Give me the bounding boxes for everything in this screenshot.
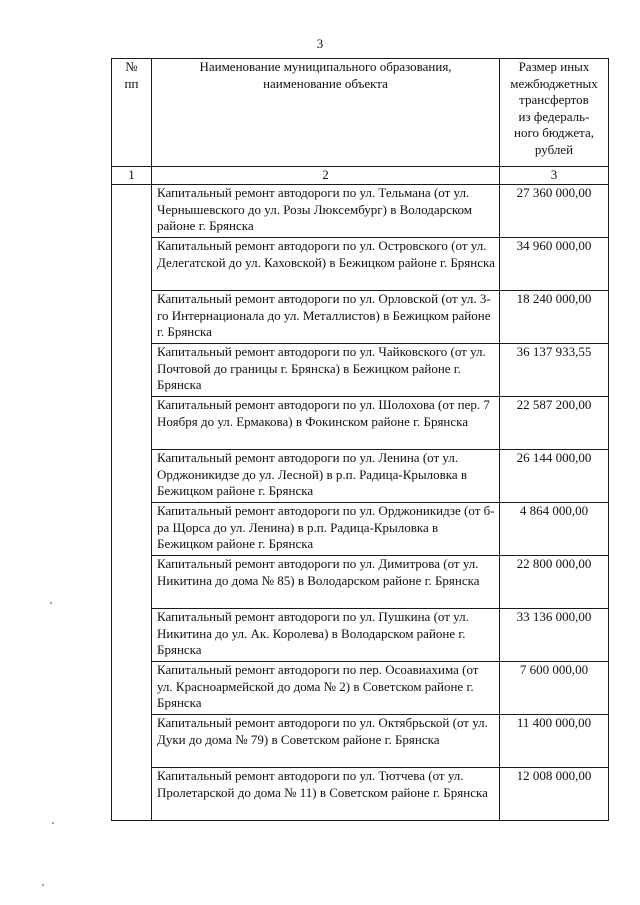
column-number: 1 — [112, 167, 152, 185]
transfers-table — [111, 58, 609, 821]
scan-mark — [50, 602, 52, 604]
scan-mark — [52, 822, 54, 824]
table-row — [112, 291, 609, 344]
table-row — [112, 768, 609, 821]
row-number-cell — [112, 185, 152, 238]
amount-cell: 36 137 933,55 — [500, 344, 609, 397]
amount-cell: 27 360 000,00 — [500, 185, 609, 238]
column-number-row — [112, 167, 609, 185]
column-number: 2 — [152, 167, 500, 185]
row-number-cell — [112, 609, 152, 662]
amount-cell: 34 960 000,00 — [500, 238, 609, 291]
header-name-line1: Наименование муниципального образования, — [199, 59, 452, 74]
object-name-cell: Капитальный ремонт автодороги по ул. Тельмана (от ул. Чернышевского до ул. Розы Люксембург) в Володарском районе г. Брянска — [152, 185, 500, 238]
object-name-cell: Капитальный ремонт автодороги по ул. Чайковского (от ул. Почтовой до границы г. Брянска) в Бежицком районе г. Брянска — [152, 344, 500, 397]
row-number-cell — [112, 238, 152, 291]
amount-cell: 22 587 200,00 — [500, 397, 609, 450]
header-col-name — [152, 59, 500, 167]
header-col-amount: Размер иных межбюджетных трансфертов из федераль- ного бюджета, рублей — [500, 59, 609, 167]
scan-mark — [42, 884, 44, 886]
table-row — [112, 503, 609, 556]
amount-cell: 33 136 000,00 — [500, 609, 609, 662]
table-row — [112, 556, 609, 609]
table-row — [112, 450, 609, 503]
table-body — [112, 185, 609, 821]
table-row — [112, 609, 609, 662]
object-name-cell: Капитальный ремонт автодороги по пер. Осоавиахима (от ул. Красноармейской до дома № 2) в Советском районе г. Брянска — [152, 662, 500, 715]
table-header-row — [112, 59, 609, 167]
row-number-cell — [112, 662, 152, 715]
header-col-number — [112, 59, 152, 167]
amount-cell: 18 240 000,00 — [500, 291, 609, 344]
amount-cell: 12 008 000,00 — [500, 768, 609, 821]
row-number-cell — [112, 397, 152, 450]
object-name-cell: Капитальный ремонт автодороги по ул. Тютчева (от ул. Пролетарской до дома № 11) в Советском районе г. Брянска — [152, 768, 500, 821]
row-number-cell — [112, 291, 152, 344]
amount-cell: 7 600 000,00 — [500, 662, 609, 715]
object-name-cell: Капитальный ремонт автодороги по ул. Октябрьской (от ул. Дуки до дома № 79) в Советском районе г. Брянска — [152, 715, 500, 768]
table-row — [112, 397, 609, 450]
row-number-cell — [112, 503, 152, 556]
object-name-cell: Капитальный ремонт автодороги по ул. Димитрова (от ул. Никитина до дома № 85) в Володарском районе г. Брянска — [152, 556, 500, 609]
amount-cell: 22 800 000,00 — [500, 556, 609, 609]
header-num-pp: пп — [124, 75, 139, 91]
object-name-cell: Капитальный ремонт автодороги по ул. Шолохова (от пер. 7 Ноября до ул. Ермакова) в Фокинском районе г. Брянска — [152, 397, 500, 450]
table-row — [112, 185, 609, 238]
row-number-cell — [112, 768, 152, 821]
row-number-cell — [112, 556, 152, 609]
object-name-cell: Капитальный ремонт автодороги по ул. Ленина (от ул. Орджоникидзе до ул. Лесной) в р.п. Радица-Крыловка в Бежицком районе г. Брянска — [152, 450, 500, 503]
amount-cell: 11 400 000,00 — [500, 715, 609, 768]
page-number: 3 — [316, 36, 324, 51]
amount-cell: 26 144 000,00 — [500, 450, 609, 503]
table-row — [112, 662, 609, 715]
table-row — [112, 344, 609, 397]
object-name-cell: Капитальный ремонт автодороги по ул. Орджоникидзе (от б-ра Щорса до ул. Ленина) в р.п. Радица-Крыловка в Бежицком районе г. Брянска — [152, 503, 500, 556]
row-number-cell — [112, 450, 152, 503]
row-number-cell — [112, 715, 152, 768]
object-name-cell: Капитальный ремонт автодороги по ул. Островского (от ул. Делегатской до ул. Каховской) в Бежицком районе г. Брянска — [152, 238, 500, 291]
header-num-sign: № — [125, 59, 138, 74]
column-number: 3 — [500, 167, 609, 185]
header-name-line2: наименование объекта — [263, 75, 388, 91]
row-number-cell — [112, 344, 152, 397]
table-row — [112, 238, 609, 291]
object-name-cell: Капитальный ремонт автодороги по ул. Орловской (от ул. 3-го Интернационала до ул. Металлистов) в Бежицком районе г. Брянска — [152, 291, 500, 344]
object-name-cell: Капитальный ремонт автодороги по ул. Пушкина (от ул. Никитина до ул. Ак. Королева) в Володарском районе г. Брянска — [152, 609, 500, 662]
table-row — [112, 715, 609, 768]
amount-cell: 4 864 000,00 — [500, 503, 609, 556]
